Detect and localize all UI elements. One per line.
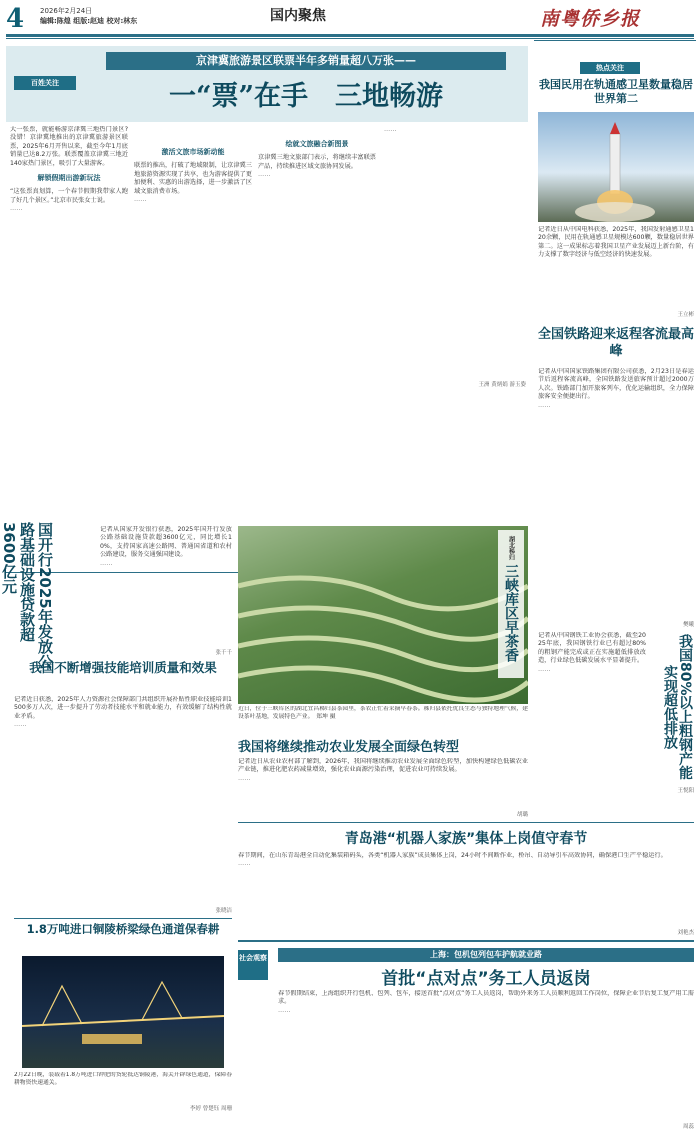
bridge-photo: [22, 956, 224, 1068]
hot-tag: 热点关注: [580, 62, 640, 74]
green-body-text: 记者近日从农业农村部了解到，2026年，我国将继续推动农业发展全面绿色转型，加快构建绿色低碳农业产业链，推进化肥农药减量增效，强化农业面源污染治理，促进农业可持续发展。: [238, 758, 528, 774]
column-tag: 百姓关注: [14, 76, 76, 90]
editor-credits: 编辑:陈煌 组版:赵迪 校对:林东: [40, 17, 138, 25]
lead-body-col3: 绘就文旅融合新图景 京津冀三地文旅部门表示，将继续丰富联票产品，持续推进区域文旅协同发展。 ……: [258, 140, 376, 179]
lead-title: 一“票”在手 三地畅游: [168, 81, 444, 112]
lead-body-col4: ……: [384, 126, 397, 133]
society-tag: 社会观察: [238, 950, 268, 980]
lead-body-col1: 大一张票，就能畅游京津冀三地热门景区?没错！京津冀地推出的京津冀旅游景区联票，2025年6月开售以来，截至今年1月底销量已达8.2万张。联票覆盖京津冀三地近140家热门景区，吸引了大量游客。 解锁假期出游新玩法 “这张票真划算，一个春节假期我带家人跑了好几个景区。”北京市民张女士说。 ……: [10, 126, 128, 213]
tea-title-panel: [498, 530, 524, 678]
hot-title: 我国民用在轨通感卫星数量稳居世界第二: [539, 78, 693, 105]
newspaper-brand: 南粤侨乡报: [540, 8, 641, 30]
port-body-text: 春节期间，在山东青岛港全自动化集装箱码头，各类“机器人家族”成员集体上岗，24小时不间断作业，桥吊、自动导引车高效协同，确保港口生产平稳运行。: [238, 852, 667, 859]
bridge-title: 1.8万吨进口铜陵桥梁绿色通道保春耕: [26, 922, 220, 936]
rail-body-text: 记者从中国国家铁路集团有限公司获悉，2月23日是春运节后返程客流高峰，全国铁路发送旅客预计超过2000万人次。铁路部门加开旅客列车，优化运输组织，全力保障旅客安全便捷出行。: [538, 368, 694, 401]
rocket-launch-icon: [538, 112, 694, 222]
bridge-byline: 李婷 曾楚钰 周珊: [190, 1106, 232, 1112]
society-section: [238, 940, 694, 1136]
lead-kicker: 京津冀旅游景区联票半年多销量超八万张——: [106, 52, 506, 70]
lead-body-1: 大一张票，就能畅游京津冀三地热门景区?没错！京津冀地推出的京津冀旅游景区联票，2025年6月开售以来，截至今年1月底销量已达8.2万张。联票覆盖京津冀三地近140家热门景区，吸引了大量游客。: [10, 126, 128, 167]
section-title: 国内聚焦: [270, 8, 326, 24]
right-col-rule: [534, 40, 696, 41]
rocket-photo: [538, 112, 694, 222]
train-body-text: 记者近日获悉，2025年人力资源社会保障部门共组织开展补贴性职业技能培训1500多万人次，进一步提升了劳动者技能水平和就业能力，有效缓解了结构性就业矛盾。: [14, 696, 232, 720]
rail-byline: 樊曦: [682, 622, 694, 628]
steel-title: 我国80%以上粗钢产能实现超低排放: [662, 634, 693, 780]
tea-title: 三峡库区早茶香: [503, 564, 519, 662]
lead-subhead-3: 绘就文旅融合新图景: [285, 140, 349, 148]
port-rule: [238, 822, 694, 823]
header-rule-thin: [6, 38, 694, 39]
port-title: 青岛港“机器人家族”集体上岗值守春节: [344, 831, 588, 847]
hot-body: 记者近日从中国电科获悉，2025年，我国发射通感卫星120余颗，民用在轨通感卫星规模达600颗，数量稳居世界第二。这一成果标志着我国卫星产业发展迈上新台阶，有力支撑了数字经济与低空经济的快速发展。: [538, 226, 694, 259]
green-body: 记者近日从农业农村部了解到，2026年，我国将继续推动农业发展全面绿色转型，加快构建绿色低碳农业产业链，推进化肥农药减量增效，强化农业面源污染治理，促进农业可持续发展。 ……: [238, 758, 528, 782]
steel-body: 记者从中国钢铁工业协会获悉，截至2025年底，我国钢铁行业已有超过80%的粗钢产能完成或正在实施超低排放改造，行业绿色低碳发展水平显著提升。 ……: [538, 632, 646, 673]
rail-body: 记者从中国国家铁路集团有限公司获悉，2月23日是春运节后返程客流高峰，全国铁路发送旅客预计超过2000万人次。铁路部门加开旅客列车，优化运输组织，全力保障旅客安全便捷出行。 ……: [538, 368, 694, 409]
loan-byline: 张千千: [215, 650, 232, 656]
page-number: 4: [6, 4, 25, 34]
society-title: 首批“点对点”务工人员返岗: [381, 969, 591, 989]
green-byline: 胡璐: [516, 812, 528, 818]
steel-byline: 王悦阳: [677, 788, 694, 794]
train-title: 我国不断增强技能培训质量和效果: [29, 660, 217, 675]
tea-region: 湖北秭归: [507, 536, 515, 560]
society-body-text: 春节假期结束，上海组织开行包机、包列、包车，接送首批“点对点”务工人员返岗，帮助外来务工人员顺利返回工作岗位，保障企业节后复工复产用工需求。: [278, 990, 694, 1006]
lead-banner: [6, 46, 528, 122]
loan-body: 记者从国家开发银行获悉，2025年国开行发放公路基础设施贷款超3600亿元，同比增长10%，支持国家高速公路网、普通国省道和农村公路建设，服务交通强国建设。 ……: [100, 526, 232, 567]
train-body: 记者近日获悉，2025年人力资源社会保障部门共组织开展补贴性职业技能培训1500多万人次，进一步提升了劳动者技能水平和就业能力，有效缓解了结构性就业矛盾。 ……: [14, 696, 232, 729]
bridge-rule: [14, 918, 232, 919]
hot-byline: 王立彬: [677, 312, 694, 318]
society-byline: 周蕊: [682, 1124, 694, 1130]
green-title: 我国将继续推动农业发展全面绿色转型: [238, 740, 460, 755]
bridge-night-icon: [22, 956, 224, 1068]
society-body: 春节假期结束，上海组织开行包机、包列、包车，接送首批“点对点”务工人员返岗，帮助外来务工人员顺利返回工作岗位，保障企业节后复工复产用工需求。 ……: [278, 990, 694, 1014]
rail-title: 全国铁路迎来返程客流最高峰: [538, 327, 695, 359]
steel-body-text: 记者从中国钢铁工业协会获悉，截至2025年底，我国钢铁行业已有超过80%的粗钢产能完成或正在实施超低排放改造，行业绿色低碳发展水平显著提升。: [538, 632, 646, 665]
train-byline: 张晓洁: [215, 908, 232, 914]
port-byline: 刘艳杰: [677, 930, 694, 936]
port-body: 春节期间，在山东青岛港全自动化集装箱码头，各类“机器人家族”成员集体上岗，24小时不间断作业，桥吊、自动导引车高效协同，确保港口生产平稳运行。 ……: [238, 852, 667, 868]
issue-date: 2026年2月24日: [40, 7, 93, 15]
lead-subhead-1: 激活文旅市场新动能: [161, 148, 225, 156]
lead-byline: 王洲 黄炳娟 游玉姿: [478, 382, 526, 388]
loan-title: 国开行2025年发放公路基础设施贷款超3600亿元: [0, 522, 54, 669]
society-kicker: 上海：包机包列包车护航就业路: [278, 948, 694, 962]
tea-caption: 近日，位于三峡库区的湖北宜昌秭归县茶园里，茶农正忙着采摘早春茶。秭归县依托优良生态与独特地理气候，建设茶叶基地，发展特色产业。 郑坤 摄: [238, 706, 528, 720]
header-rule: [6, 34, 694, 37]
lead-subhead-2: 解锁假期出游新玩法: [37, 174, 101, 183]
lead-body-2: “这张票真划算，一个春节假期我带家人跑了好几个景区。”北京市民张女士说。: [10, 188, 128, 204]
tea-field-icon: [238, 526, 528, 704]
lead-body-3: 联票的推出，打破了地域限制，让京津冀三地旅游资源实现了共享，也为游客提供了更加便利、实惠的出游选择，进一步激活了区域文旅消费市场。: [134, 162, 252, 195]
bridge-caption: 2月22日晚，装载着1.8万吨进口钾肥的货轮抵达铜陵港，海关开辟绿色通道，保障春耕物资快速通关。: [14, 1072, 232, 1086]
lead-body-col2: 激活文旅市场新动能 联票的推出，打破了地域限制，让京津冀三地旅游资源实现了共享，也为游客提供了更加便利、实惠的出游选择，进一步激活了区域文旅消费市场。 ……: [134, 148, 252, 204]
loan-body-text: 记者从国家开发银行获悉，2025年国开行发放公路基础设施贷款超3600亿元，同比增长10%，支持国家高速公路网、普通国省道和农村公路建设，服务交通强国建设。: [100, 526, 232, 559]
tea-photo: [238, 526, 528, 704]
lead-body-4: 京津冀三地文旅部门表示，将继续丰富联票产品，持续推进区域文旅协同发展。: [258, 154, 376, 170]
